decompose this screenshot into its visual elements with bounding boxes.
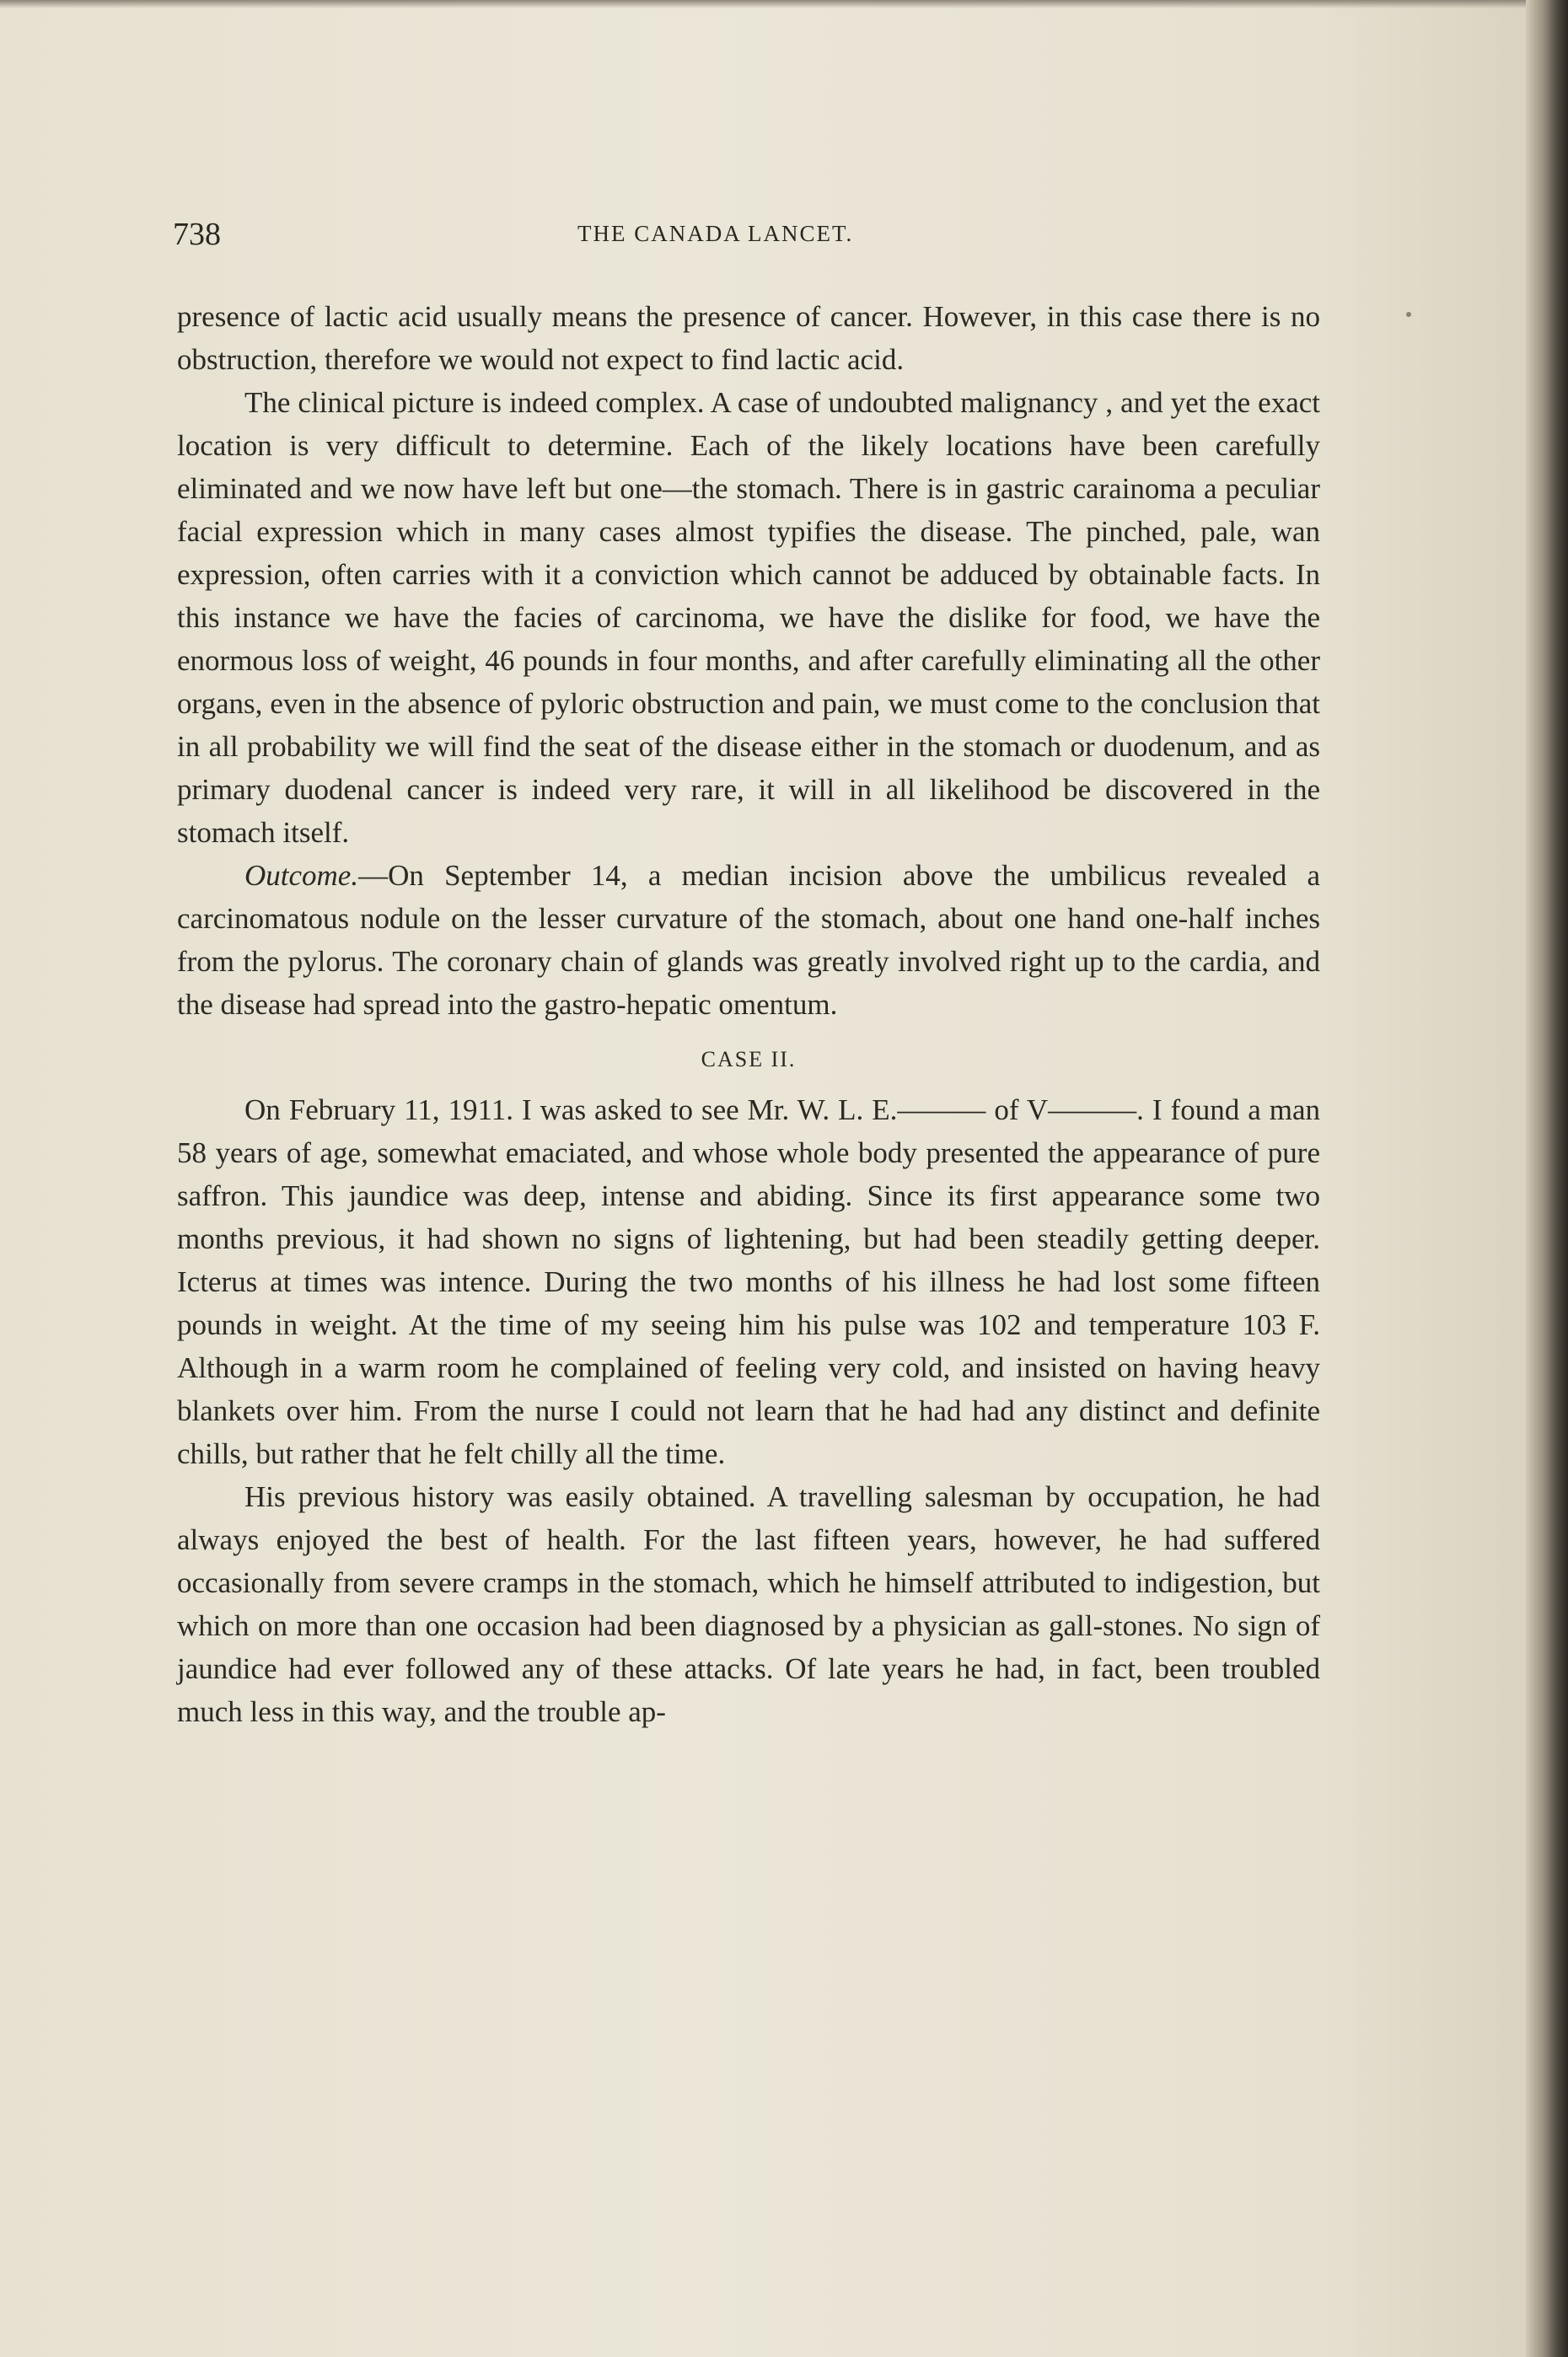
page-top-shadow [0,0,1543,8]
journal-title: THE CANADA LANCET. [577,221,854,246]
case-heading: CASE II. [701,1047,797,1071]
outcome-runin-heading: Outcome. [244,859,359,892]
paragraph-previous-history: His previous history was easily obtained. A travelling salesman by occupation, he had always enjoyed the best of health. For the last fifteen years, however, he had suffered occasionally from severe cramps in the stomach, which he himself attributed to indigestion, but which on more than one occasion had been diagnosed by a physician as gall-stones. No sign of jaundice had ever followed any of these attacks. Of late years he had, in fact, been troubled much less in this way, and the trouble ap- [177,1480,1320,1728]
paragraph-clinical-picture: The clinical picture is indeed complex. A case of undoubted malignancy , and yet the exact location is very difficult to determine. Each of the likely locations have been carefully eliminated and we now have left but one—the stomach. There is in gastric carainoma a peculiar facial expression which in many cases almost typifies the disease. The pinched, pale, wan expression, often carries with it a conviction which cannot be adduced by obtainable facts. In this instance we have the facies of carcinoma, we have the dislike for food, we have the enormous loss of weight, 46 pounds in four months, and after carefully eliminating all the other organs, even in the absence of pyloric obstruction and pain, we must come to the conclusion that in all probability we will find the seat of the disease either in the stomach or duodenum, and as primary duodenal cancer is indeed very rare, it will in all likelihood be discovered in the stomach itself. [177,386,1320,849]
running-head [173,216,1324,258]
paragraph-outcome [177,854,1320,1026]
paper-speck [1406,312,1411,317]
page-number: 738 [173,217,221,252]
outcome-text: —On September 14, a median incision above the umbilicus revealed a carcinomatous nodule on the lesser curvature of the stomach, about one hand one-half inches from the pylorus. The coronary chain of glands was greatly involved right up to the cardia, and the disease had spread into the gastro-hepatic omentum. [177,859,1320,1021]
book-spine-shadow [1526,0,1568,2357]
paragraph-continuation: presence of lactic acid usually means the presence of cancer. However, in this case there is no obstruction, therefore we would not expect to find lactic acid. [177,300,1320,376]
body-text [177,295,1320,1733]
paragraph-case-two: On February 11, 1911. I was asked to see Mr. W. L. E.——— of V———. I found a man 58 years of age, somewhat emaciated, and whose whole body presented the appearance of pure saffron. This jaundice was deep, intense and abiding. Since its first appearance some two months previous, it had shown no signs of lightening, but had been steadily getting deeper. Icterus at times was intence. During the two months of his illness he had lost some fifteen pounds in weight. At the time of my seeing him his pulse was 102 and temperature 103 F. Although in a warm room he complained of feeling very cold, and insisted on having heavy blankets over him. From the nurse I could not learn that he had had any distinct and definite chills, but rather that he felt chilly all the time. [177,1093,1320,1470]
